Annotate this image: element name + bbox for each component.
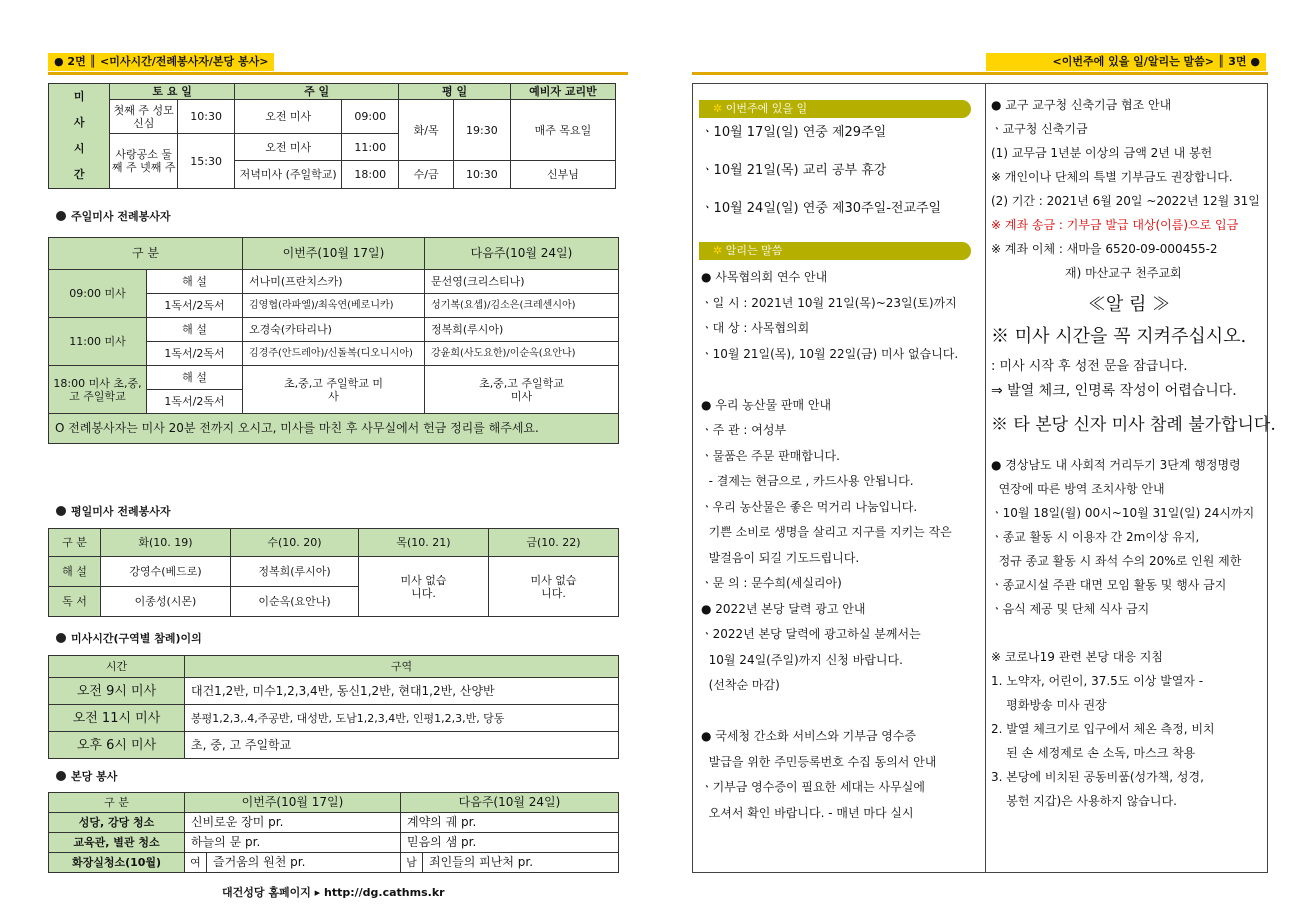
page2-header: ● 2면 ║ <미사시간/전례봉사자/본당 봉사> bbox=[48, 53, 274, 71]
notice-line: 연장에 따른 방역 조치사항 안내 bbox=[991, 482, 1165, 496]
section-sunday-servers: 주일미사 전례봉사자 bbox=[56, 208, 170, 224]
notice-line: ㆍ일 시 : 2021년 10월 21일(목)~23일(토)까지 bbox=[701, 295, 957, 310]
notice-line: ㆍ2022년 본당 달력에 광고하실 분께서는 bbox=[701, 627, 921, 641]
homepage-link[interactable]: 대건성당 홈페이지 ▸ http://dg.cathms.kr bbox=[222, 886, 445, 899]
notice-line: ㆍ기부금 영수증이 필요한 세대는 사무실에 bbox=[701, 780, 925, 794]
header-rule-right bbox=[692, 72, 1268, 75]
zone-mass-table: 시간 구역 오전 9시 미사 대건1,2반, 미수1,2,3,4반, 동신1,2반, 현대1,2반, 산양반 오전 11시 미사 봉평1,2,3,.4,주공반, 대성반, 도남1,2,3,4반, 인평1,2,3,반, 당동 오후 6시 미사 초, 중, 고 주일학교 bbox=[48, 655, 619, 759]
notice-line: - 결제는 현금으로 , 카드사용 안됩니다. bbox=[701, 474, 914, 488]
notice-line: ㆍ종교 활동 시 이용자 간 2m이상 유지, bbox=[991, 530, 1200, 544]
notice-line: (1) 교무금 1년분 이상의 금액 2년 내 봉헌 bbox=[991, 146, 1213, 160]
notice-line: ● 국세청 간소화 서비스와 기부금 영수증 bbox=[701, 729, 917, 743]
header-rule bbox=[48, 72, 628, 75]
notice-line: ㆍ종교시설 주관 대면 모임 활동 및 행사 금지 bbox=[991, 578, 1227, 592]
section-parish-service: 본당 봉사 bbox=[56, 768, 117, 784]
sunday-servers-table: 구 분 이번주(10월 17일) 다음주(10월 24일) 09:00 미사 해 설 서나미(프란치스카) 문선영(크리스티나) 1독서/2독서 김영협(라파엘)/최옥연(베로니카) 성기복(요셉)/김소은(크레센시아) 11:00 미사 해 설 오경숙(카타리나) 정복희(루시아) 1독서/2독서 김경주(안드레아)/신돌복(디오니시아) 강윤희(사도요한)/이순옥(요안나) 18:00 미사 초,중,고 주일학교 해 설 초,중,고 주일학교 미사 초,중,고 주일학교 미사 1독서/2독서 O 전례봉사자는 미사 20분 전까지 오시고, 미사를 마친 후 사무실에서 헌금 정리를 해주세요. bbox=[48, 237, 619, 444]
notice-line: ㆍ10월 18일(월) 00시~10월 31일(일) 24시까지 bbox=[991, 506, 1255, 520]
notice-line: 된 손 세정제로 손 소독, 마스크 착용 bbox=[991, 746, 1196, 760]
notice-line: 발급을 위한 주민등록번호 수집 동의서 안내 bbox=[701, 754, 937, 769]
notice-line: ㆍ주 관 : 여성부 bbox=[701, 423, 787, 437]
mass-time-table: 미 사 시 간 토 요 일 주 일 평 일 예비자 교리반 첫째 주 성모 신심 10:30 오전 미사 09:00 화/목 19:30 매주 목요일 사랑공소 둘째 주 넷째 주 15:30 오전 미사 11:00 저녁미사 (주일학교) 18:00 수/금 10:30 신부님 bbox=[48, 83, 616, 189]
notice-line: ㆍ대 상 : 사목협의회 bbox=[701, 321, 810, 335]
notice-line: 10월 24일(주일)까지 신청 바랍니다. bbox=[701, 652, 903, 667]
notice-line: ㆍ우리 농산물은 좋은 먹거리 나눔입니다. bbox=[701, 499, 918, 514]
notice-line: 봉헌 지갑)은 사용하지 않습니다. bbox=[991, 794, 1177, 808]
notices-column2: ● 교구 교구청 신축기금 협조 안내 ㆍ교구청 신축기금 (1) 교무금 1년분 이상의 금액 2년 내 봉헌 ※ 개인이나 단체의 특별 기부금도 권장합니다. (2) 기간 : 2021년 6월 20일 ~2022년 12월 31일 ※ 계좌 송금 : 기부금 발급 대상(이름)으로 입금 ※ 계좌 이체 : 새마을 6520-09-000455-2 재) 마산교구 천주교회 ≪알 림 ≫ ※ 미사 시간을 꼭 지켜주십시오. : 미사 시작 후 성전 문을 잠급니다. ⇒ 발열 체크, 인명록 작성이 어렵습니다. ※ 타 본당 신자 미사 참례 불가합니다. ● 경상남도 내 사회적 거리두기 3단계 행정명령 연장에 따른 방역 조치사항 안내 ㆍ10월 18일(월) 00시~10월 31일(일) 24시까지 ㆍ종교 활동 시 이용자 간 2m이상 유지, 정규 종교 활동 시 좌석 수의 20%로 인원 제한 ㆍ종교시설 주관 대면 모임 활동 및 행사 금지 ㆍ음식 제공 및 단체 식사 금지 ※ 코로나19 관련 본당 대응 지침 1. 노약자, 어린이, 37.5도 이상 발열자 - 평화방송 미사 권장 2. 발열 체크기로 입구에서 체온 측정, 비치 된 손 세정제로 손 소독, 마스크 착용 3. 본당에 비치된 공동비품(성가책, 성경, 봉헌 지갑)은 사용하지 않습니다. bbox=[991, 98, 1267, 818]
notice-line: ㆍ물품은 주문 판매합니다. bbox=[701, 448, 840, 463]
notices-column1 bbox=[701, 270, 983, 831]
notice-line: ● 2022년 본당 달력 광고 안내 bbox=[701, 601, 866, 616]
notice-line bbox=[991, 626, 1267, 650]
notice-line: ㆍ10월 21일(목), 10월 22일(금) 미사 없습니다. bbox=[701, 346, 959, 361]
events-list: ㆍ10월 17일(일) 연중 제29주일 ㆍ10월 21일(목) 교리 공부 휴강 ㆍ10월 24일(일) 연중 제30주일-전교주일 bbox=[701, 125, 942, 216]
notice-line bbox=[701, 372, 983, 398]
notice-line: 3. 본당에 비치된 공동비품(성가책, 성경, bbox=[991, 770, 1204, 784]
notice-line: ● 사목협의회 연수 안내 bbox=[701, 270, 828, 284]
notice-line: 오셔서 확인 바랍니다. - 매년 마다 실시 bbox=[701, 805, 914, 820]
notice-line: 1. 노약자, 어린이, 37.5도 이상 발열자 - bbox=[991, 674, 1204, 688]
weekday-servers-table: 구 분 화(10. 19) 수(10. 20) 목(10. 21) 금(10. 22) 해 설 강영수(베드로) 정복희(루시아) 미사 없습니다. 미사 없습니다. 독 서 이종성(시몬) 이순옥(요안나) bbox=[48, 528, 619, 617]
notice-line: (2) 기간 : 2021년 6월 20일 ~2022년 12월 31일 bbox=[991, 194, 1260, 208]
notice-line: 2. 발열 체크기로 입구에서 체온 측정, 비치 bbox=[991, 722, 1215, 736]
section-zone-mass: 미사시간(구역별 참례)이의 bbox=[56, 630, 202, 646]
notices-header: ✲ 알리는 말씀 bbox=[699, 242, 971, 260]
notice-line: ※ 코로나19 관련 본당 대응 지침 bbox=[991, 650, 1163, 664]
page3-header: <이번주에 있을 일/알리는 말씀> ║ 3면 ● bbox=[986, 53, 1266, 71]
notice-line: ※ 개인이나 단체의 특별 기부금도 권장합니다. bbox=[991, 170, 1233, 184]
notice-line: ㆍ음식 제공 및 단체 식사 금지 bbox=[991, 602, 1150, 616]
notice-line bbox=[701, 704, 983, 730]
section-weekday-servers: 평일미사 전례봉사자 bbox=[56, 503, 170, 519]
notice-line: ㆍ교구청 신축기금 bbox=[991, 122, 1088, 136]
notice-line: (선착순 마감) bbox=[701, 678, 780, 692]
notice-line: 발걸음이 되길 기도드립니다. bbox=[701, 550, 860, 565]
notice-line: 기쁜 소비로 생명을 살리고 지구를 지키는 작은 bbox=[701, 525, 952, 539]
notice-box bbox=[692, 83, 1276, 873]
parish-service-table: 구 분 이번주(10월 17일) 다음주(10월 24일) 성당, 강당 청소 신비로운 장미 pr. 계약의 궤 pr. 교육관, 별관 청소 하늘의 문 pr. 믿음의 샘 pr. 화장실청소(10월) 여 즐거움의 원천 pr. 남 죄인들의 피난처 pr. bbox=[48, 792, 619, 873]
notice-line: ㆍ문 의 : 문수희(세실리아) bbox=[701, 576, 842, 590]
notice-line: ● 우리 농산물 판매 안내 bbox=[701, 397, 832, 412]
notice-line: ● 교구 교구청 신축기금 협조 안내 bbox=[991, 98, 1172, 112]
notice-line: 평화방송 미사 권장 bbox=[991, 698, 1107, 712]
events-header: ✲ 이번주에 있을 일 bbox=[699, 100, 971, 118]
notice-line: 정규 종교 활동 시 좌석 수의 20%로 인원 제한 bbox=[991, 554, 1242, 568]
notice-line: ● 경상남도 내 사회적 거리두기 3단계 행정명령 bbox=[991, 458, 1241, 472]
